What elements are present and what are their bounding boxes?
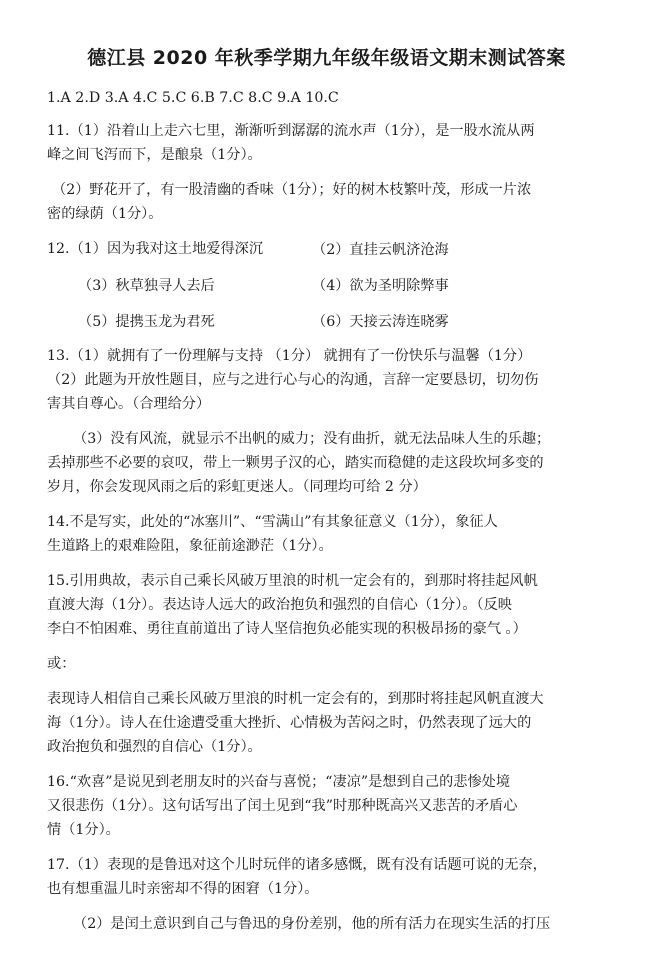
q15-line-5: 表现诗人相信自己乘长风破万里浪的时机一定会有的，到那时将挂起风帆直渡大 xyxy=(47,691,544,707)
q12-item-2: （2）直挂云帆济沧海 xyxy=(312,242,449,258)
q12-item-1: 12.（1）因为我对这土地爱得深沉 xyxy=(47,241,264,257)
page-title: 德江县 2020 年秋季学期九年级年级语文期末测试答案 xyxy=(87,47,566,69)
q17-line-1: 17.（1）表现的是鲁迅对这个儿时玩伴的诸多感慨，既有没有话题可说的无奈， xyxy=(47,857,547,873)
q16-line-1: 16.“欢喜”是说见到老朋友时的兴奋与喜悦；“凄凉”是想到自己的悲惨处境 xyxy=(47,774,511,790)
choice-answers: 1.A 2.D 3.A 4.C 5.C 6.B 7.C 8.C 9.A 10.C xyxy=(47,90,339,106)
q12-item-3: （3）秋草独寻人去后 xyxy=(78,278,215,294)
q15-line-2: 直渡大海（1分）。表达诗人远大的政治抱负和强烈的自信心（1分）。（反映 xyxy=(47,597,512,613)
q12-item-6: （6）天接云涛连晓雾 xyxy=(312,314,449,330)
q12-item-4: （4）欲为圣明除弊事 xyxy=(312,278,449,294)
q13-line-2: （2）此题为开放性题目，应与之进行心与心的沟通，言辞一定要恳切，切勿伤 xyxy=(47,372,539,388)
q13-line-1: 13.（1）就拥有了一份理解与支持 （1分） 就拥有了一份快乐与温馨（1分） xyxy=(47,348,532,364)
q15-line-7: 政治抱负和强烈的自信心（1分）。 xyxy=(47,739,262,755)
q13-line-5: 丢掉那些不必要的哀叹，带上一颗男子汉的心，踏实而稳健的走这段坎坷多变的 xyxy=(47,455,544,471)
q13-line-4: （3）没有风流，就显示不出帆的威力；没有曲折，就无法品味人生的乐趣； xyxy=(73,431,551,447)
q15-line-6: 海（1分）。诗人在仕途遭受重大挫折、心情极为苦闷之时，仍然表现了远大的 xyxy=(47,715,532,731)
q13-line-3: 害其自尊心。（合理给分） xyxy=(47,396,211,412)
q11-line-2: 峰之间飞泻而下，是酿泉（1分）。 xyxy=(47,147,262,163)
q13-line-6: 岁月，你会发现风雨之后的彩虹更迷人。（同理均可给 2 分） xyxy=(47,479,427,495)
q17-line-2: 也有想重温儿时亲密却不得的困窘（1分）。 xyxy=(47,881,319,897)
q16-line-3: 情（1分）。 xyxy=(47,822,120,838)
q15-line-3: 李白不怕困难、勇往直前道出了诗人坚信抱负必能实现的积极昂扬的豪气 。） xyxy=(47,621,527,637)
q15-or-label: 或： xyxy=(47,656,76,672)
q11-line-4: 密的绿荫（1分）。 xyxy=(47,206,163,222)
q16-line-2: 又很悲伤（1分）。这句话写出了闰土见到“我”时那种既高兴又悲苦的矛盾心 xyxy=(47,798,518,814)
q12-item-5: （5）提携玉龙为君死 xyxy=(78,314,215,330)
q17-line-3: （2）是闰土意识到自己与鲁迅的身份差别，他的所有活力在现实生活的打压 xyxy=(73,916,551,932)
q15-line-1: 15.引用典故，表示自己乘长风破万里浪的时机一定会有的，到那时将挂起风帆 xyxy=(47,573,538,589)
q14-line-1: 14.不是写实，此处的“冰塞川”、“雪满山”有其象征意义（1分），象征人 xyxy=(47,514,498,530)
q11-line-3: （2）野花开了，有一股清幽的香味（1分）；好的树木枝繁叶茂，形成一片浓 xyxy=(52,182,532,198)
q11-line-1: 11.（1）沿着山上走六七里，渐渐听到潺潺的流水声（1分），是一股水流从两 xyxy=(47,123,535,139)
q14-line-2: 生道路上的艰难险阻，象征前途渺茫（1分）。 xyxy=(47,538,333,554)
